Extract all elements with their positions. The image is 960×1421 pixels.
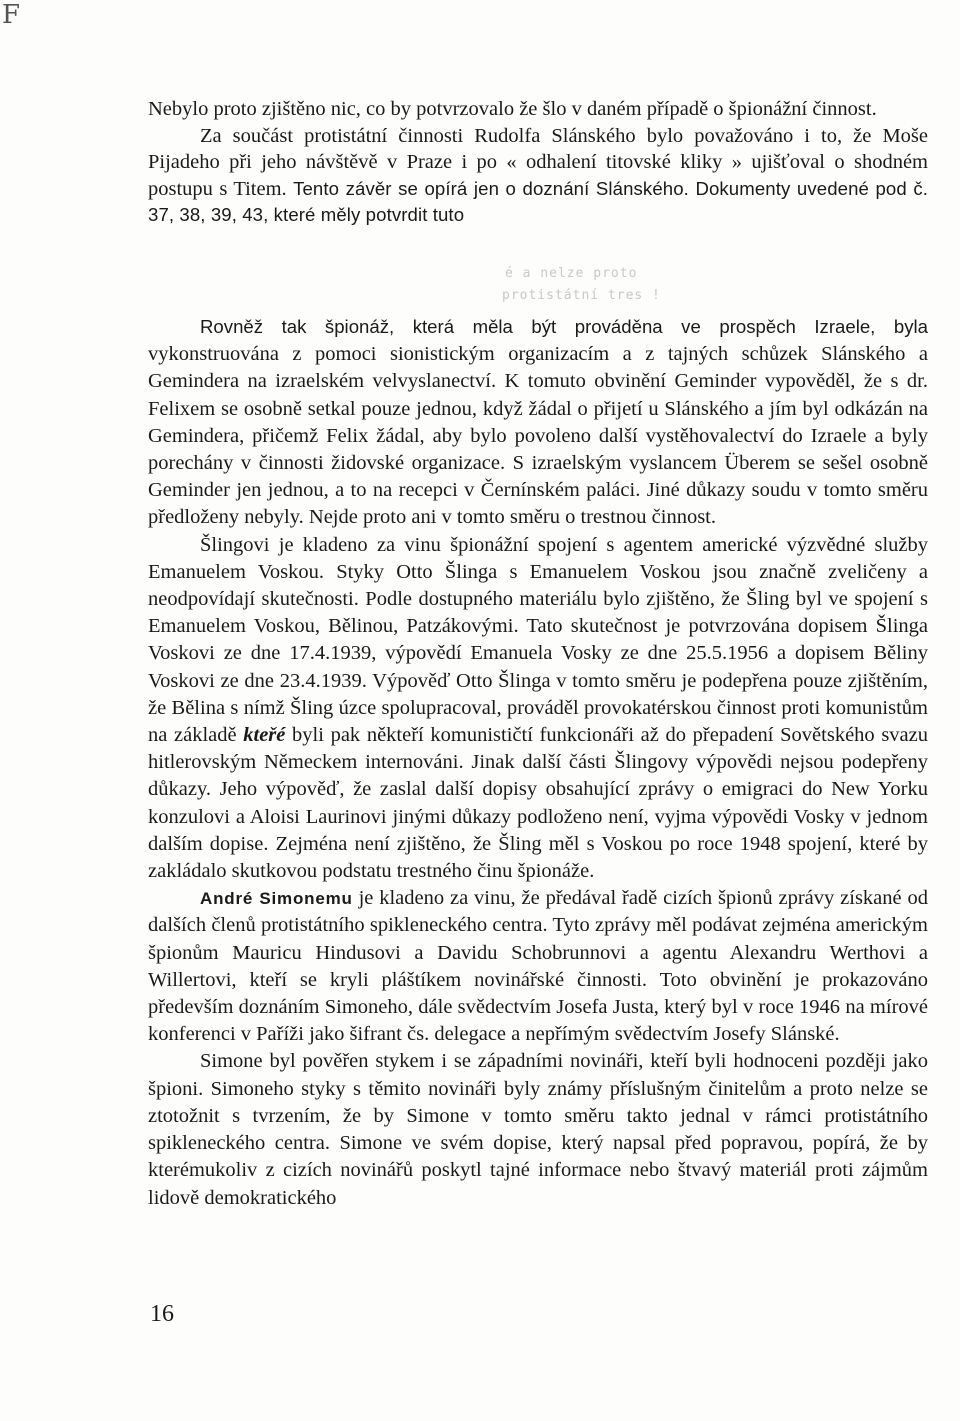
paragraph-1-text: Nebylo proto zjištěno nic, co by potvrzovalo že šlo v daném případě o špionážní činnost.: [148, 98, 877, 120]
paragraph-simone-contacts-text: Simone byl pověřen stykem i se západními novináři, kteří byli hodnoceni později jako špioni. Simoneho styky s těmito novináři byly známy příslušným činitelům a proto nelze se ztotožnit s tvrzením, že by Simone v tomto směru takto jednal v rámci protistátního spikleneckého centra. Simone ve svém dopise, který napsal před popravou, popírá, že by kterémukoliv z cizích novinářů poskytl tajné informace nebo štvavý materiál proti zájmům lidově demokratického: [148, 1050, 928, 1209]
paragraph-1: [148, 96, 928, 123]
faded-text-line-2: protistátní tres !: [502, 288, 661, 303]
paragraph-simone-contacts: [148, 1048, 928, 1211]
paragraph-simone: [148, 885, 928, 1048]
paragraph-2-serif-text: Za součást protistátní činnosti Rudolfa Slánského bylo považováno i to, že Moše Pijadeho při jeho návštěvě v Praze i po « odhalení titovské kliky » ujišťoval o shodném postupu s Titem.: [148, 124, 928, 200]
text-block-top: [148, 96, 928, 229]
paragraph-2-sans-text: Tento závěr se opírá jen o doznání Slánského. Dokumenty uvedené pod č. 37, 38, 39, 43, které měly potvrdit tuto: [148, 177, 929, 225]
paragraph-israel-espionage: [148, 313, 928, 532]
faded-text-line-1: é a nelze proto: [505, 266, 638, 281]
paragraph-israel-text: vykonstruována z pomoci sionistickým organizacím a z tajných schůzek Slánského a Gemindera na izraelském velvyslanectví. K tomuto obvinění Geminder vypověděl, že s dr. Felixem se osobně setkal pouze jednou, když žádal o přijetí u Slánského a jím byl odkázán na Gemindera, přičemž Felix žádal, aby bylo povoleno další vystěhovalectví do Izraele a byly porechány v činnosti židovské organizace. S izraelským vyslancem Überem se sešel osobně Geminder jen jednou, a to na recepci v Černínském paláci. Jiné důkazy soudu v tomto směru předloženy nebyly. Nejde proto ani v tomto směru o trestnou činnost.: [148, 343, 928, 529]
paragraph-sling-text: Šlingovi je kladeno za vinu špionážní spojení s agentem americké výzvědné služby Emanuelem Voskou. Styky Otto Šlinga s Emanuelem Voskou jsou značně zveličeny a neodpovídají skutečnosti. Podle dostupného materiálu bylo zjištěno, že Šling byl ve spojení s Emanuelem Voskou, Bělinou, Patzákovými. Tato skutečnost je potvrzována dopisem Šlinga Voskovi ze dne 17.4.1939, výpovědí Emanuela Vosky ze dne 25.5.1956 a dopisem Běliny Voskovi ze dne 23.4.1939. Výpověď Otto Šlinga v tomto směru je podepřena pouze zjištěním, že Bělina s nímž Šling úzce spolupracoval, prováděl provokatérskou činnost proti komunistům na základě: [148, 533, 928, 747]
text-block-main: [148, 313, 928, 1212]
paragraph-israel-sans-text: Rovněž tak špionáž, která měla být prováděna ve prospěch Izraele, byla: [200, 316, 928, 337]
paragraph-sling-italic: kteřé: [243, 724, 286, 747]
paragraph-sling-end: byli pak někteří komunističtí funkcionáři až do přepadení Sovětského svazu hitlerovským Německem internováni. Jinak další části Šlingovy výpovědi nejsou podepřeny důkazy. Jeho výpověď, že zaslal další dopisy obsahující zprávy o emigraci do New Yorku konzulovi a Aloisi Laurinovi jinými důkazy podloženo není, vyjma výpovědi Vosky v jednom dalším dopise. Zejména není zjištěno, že Šling měl s Voskou po roce 1948 spojení, které by zakládalo skutkovou podstatu trestného činu špionáže.: [148, 724, 928, 883]
paragraph-simone-name: André Simonemu: [200, 889, 353, 909]
page-number: 16: [150, 1301, 174, 1327]
paragraph-2: [148, 123, 928, 229]
paragraph-simone-text: je kladeno za vinu, že předával řadě cizích špionů zprávy získané od dalších členů protistátního spikleneckého centra. Tyto zprávy měl podávat zejména americkým špionům Mauricu Hindusovi a Davidu Schobrunnovi a agentu Alexandru Werthovi a Willertovi, kteří se kryli pláštíkem novinářské činnosti. Toto obvinění je prokazováno především doznáním Simoneho, dále svědectvím Josefa Justa, který byl v roce 1946 na mírové konferenci v Paříži jako šifrant čs. delegace a nepřímým svědectvím Josefy Slánské.: [148, 887, 928, 1046]
corner-mark: F: [2, 0, 21, 30]
paragraph-sling: [148, 532, 928, 886]
